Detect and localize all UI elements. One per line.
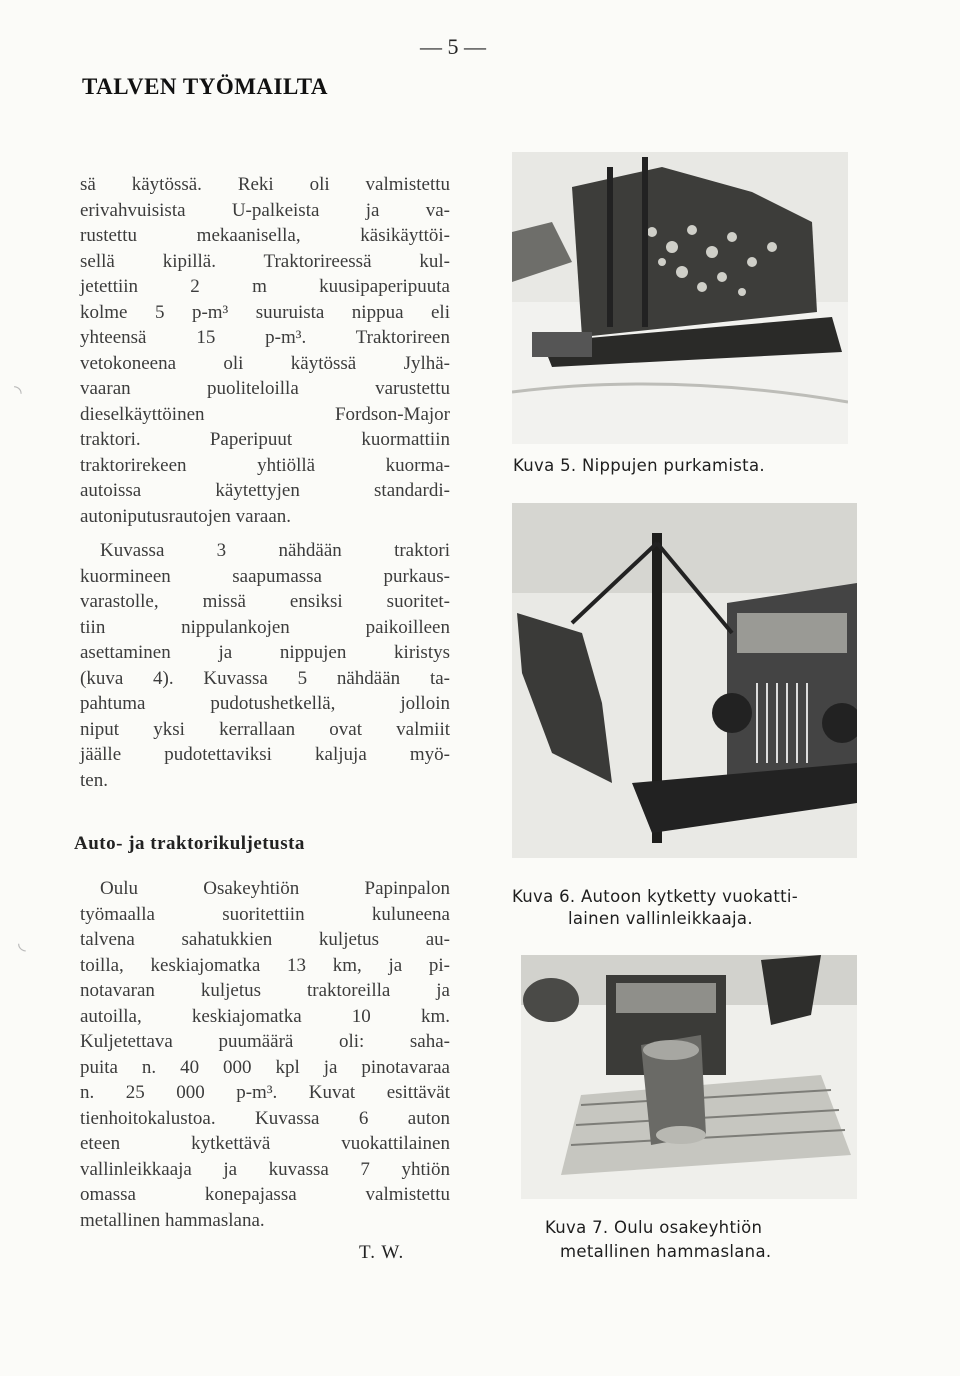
text-line: autoissa käytettyjen standardi- (80, 480, 450, 501)
text-line: asettaminen ja nippujen kiristys (80, 642, 450, 663)
figure-6-caption-line-2: lainen vallinleikkaaja. (568, 909, 753, 928)
text-line: toilla, keskiajomatka 13 km, ja pi- (80, 954, 450, 976)
text-line: autoilla, keskiajomatka 10 km. (80, 1005, 450, 1027)
text-line: vallinleikkaaja ja kuvassa 7 yhtiön (80, 1158, 450, 1180)
text-line: puita n. 40 000 kpl ja pinotavaraa (80, 1056, 450, 1078)
figure-5-photo (512, 152, 848, 444)
text-line: rustettu mekaanisella, käsikäyttöi- (80, 225, 450, 246)
section-title: TALVEN TYÖMAILTA (82, 74, 328, 99)
text-line: tiin nippulankojen paikoilleen (80, 616, 450, 638)
figure-6-caption-line-1: Kuva 6. Autoon kytketty vuokatti- (512, 887, 799, 906)
text-line: erivahvuisista U-palkeista ja va- (80, 199, 450, 221)
text-line: n. 25 000 p-m³. Kuvat esittävät (80, 1082, 450, 1103)
text-line: niput yksi kerrallaan ovat valmiit (80, 718, 450, 740)
text-line: (kuva 4). Kuvassa 5 nähdään ta- (80, 667, 450, 689)
text-line: sellä kipillä. Traktorireessä kul- (80, 250, 450, 272)
binding-mark-icon: ◝ (14, 382, 22, 404)
signature: T. W. (359, 1242, 405, 1263)
text-line: Oulu Osakeyhtiön Papinpalon (100, 878, 450, 899)
page-number: — 5 — (420, 34, 486, 59)
figure-5-caption: Kuva 5. Nippujen purkamista. (513, 456, 765, 475)
binding-mark-icon: ◟ (18, 932, 26, 954)
text-line: Kuvassa 3 nähdään traktori (100, 540, 450, 561)
text-line: pahtuma pudotushetkellä, jolloin (80, 693, 450, 714)
text-line: omassa konepajassa valmistettu (80, 1184, 450, 1205)
text-line: jetettiin 2 m kuusipaperipuuta (80, 276, 450, 297)
subheading: Auto- ja traktorikuljetusta (74, 833, 305, 854)
text-line: ten. (80, 769, 108, 791)
text-line: kuormineen saapumassa purkaus- (80, 565, 450, 587)
text-line: jäälle pudotettaviksi kaljuja myö- (80, 744, 450, 765)
text-line: sä käytössä. Reki oli valmistettu (80, 174, 450, 195)
text-line: varastolle, missä ensiksi suoritet- (80, 591, 450, 612)
text-line: tienhoitokalustoa. Kuvassa 6 auton (80, 1107, 450, 1129)
text-line: traktori. Paperipuut kuormattiin (80, 429, 450, 450)
text-line: eteen kytkettävä vuokattilainen (80, 1133, 450, 1154)
figure-7-caption-line-2: metallinen hammaslana. (560, 1242, 772, 1261)
text-line: kolme 5 p-m³ suuruista nippua eli (80, 301, 450, 323)
figure-7-caption-line-1: Kuva 7. Oulu osakeyhtiön (545, 1218, 763, 1237)
text-line: traktorirekeen yhtiöllä kuorma- (80, 454, 450, 476)
text-line: työmaalla suoritettiin kuluneena (80, 903, 450, 925)
text-line: vetokoneena oli käytössä Jylhä- (80, 352, 450, 374)
text-line: vaaran puoliteloilla varustettu (80, 378, 450, 399)
text-line: notavaran kuljetus traktoreilla ja (80, 980, 450, 1001)
figure-6-photo (512, 503, 857, 858)
text-line: metallinen hammaslana. (80, 1209, 265, 1231)
text-line: talvena sahatukkien kuljetus au- (80, 929, 450, 950)
figure-7-photo (521, 955, 857, 1199)
text-line: autoniputusrautojen varaan. (80, 505, 292, 527)
text-line: Kuljetettava puumäärä oli: saha- (80, 1031, 450, 1052)
text-line: dieselkäyttöinen Fordson-Major (80, 403, 450, 425)
text-line: yhteensä 15 p-m³. Traktorireen (80, 327, 450, 348)
